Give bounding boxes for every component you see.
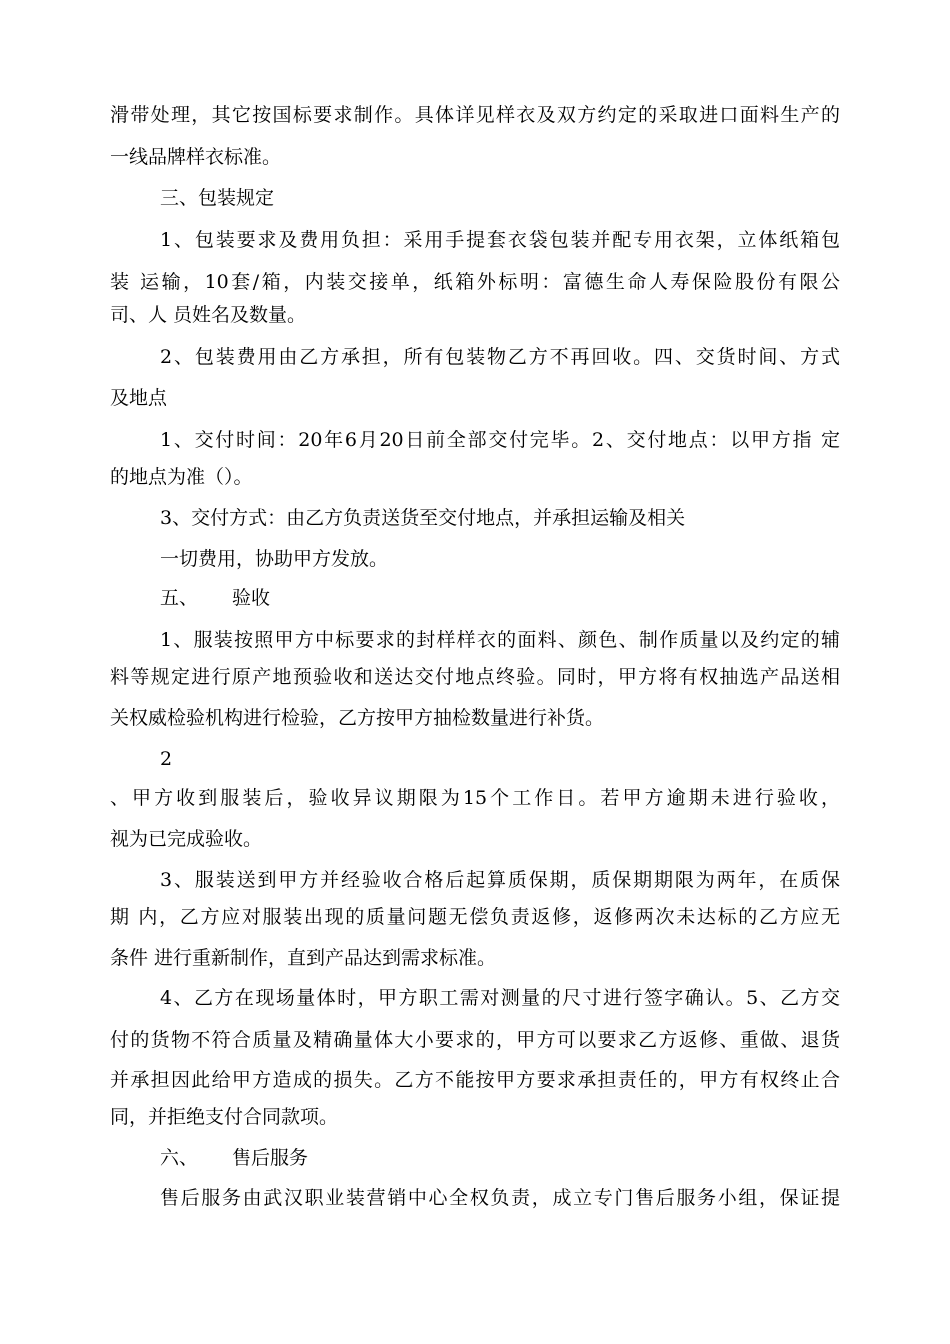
text-line: 1、交付时间：20年6月20日前全部交付完毕。2、交付地点：以甲方指 定 (160, 429, 840, 451)
text-line: 关权威检验机构进行检验，乙方按甲方抽检数量进行补货。 (110, 707, 605, 729)
text-line: 料等规定进行原产地预验收和送达交付地点终验。同时，甲方将有权抽选产品送相 (110, 666, 840, 688)
text-line: 并承担因此给甲方造成的损失。乙方不能按甲方要求承担责任的，甲方有权终止合 (110, 1069, 840, 1091)
section-heading-title: 售后服务 (232, 1147, 309, 1169)
text-line: 1、包装要求及费用负担：采用手提套衣袋包装并配专用衣架，立体纸箱包 (160, 229, 840, 251)
text-line: 一切费用，协助甲方发放。 (160, 548, 389, 570)
text-line: 的地点为准（）。 (110, 466, 253, 488)
text-line: 期 内，乙方应对服装出现的质量问题无偿负责返修，返修两次未达标的乙方应无 (110, 906, 840, 928)
section-heading-number: 五、 (160, 587, 199, 609)
section-heading: 三、包装规定 (160, 187, 275, 209)
text-line: 售后服务由武汉职业装营销中心全权负责，成立专门售后服务小组，保证提 (160, 1187, 840, 1209)
text-line: 4、乙方在现场量体时，甲方职工需对测量的尺寸进行签字确认。5、乙方交 (160, 987, 840, 1009)
text-line: 及地点 (110, 387, 168, 409)
text-line: 2 (160, 748, 173, 770)
text-line: 1、服装按照甲方中标要求的封样样衣的面料、颜色、制作质量以及约定的辅 (160, 629, 840, 651)
text-line: 3、交付方式：由乙方负责送货至交付地点，并承担运输及相关 (160, 507, 686, 529)
text-line: 同，并拒绝支付合同款项。 (110, 1106, 339, 1128)
text-line: 装 运输，10套/箱，内装交接单，纸箱外标明：富德生命人寿保险股份有限公 (110, 271, 840, 293)
text-line: 条件 进行重新制作，直到产品达到需求标准。 (110, 947, 497, 969)
text-line: 视为已完成验收。 (110, 828, 263, 850)
text-line: 一线品牌样衣标准。 (110, 146, 282, 168)
text-line: 2、包装费用由乙方承担，所有包装物乙方不再回收。四、交货时间、方式 (160, 346, 840, 368)
text-line: 付的货物不符合质量及精确量体大小要求的，甲方可以要求乙方返修、重做、退货 (110, 1029, 840, 1051)
section-heading-number: 六、 (160, 1147, 199, 1169)
text-line: 3、服装送到甲方并经验收合格后起算质保期，质保期期限为两年，在质保 (160, 869, 840, 891)
section-heading-title: 验收 (232, 587, 271, 609)
text-line: 司、人 员姓名及数量。 (110, 304, 307, 326)
text-line: 滑带处理，其它按国标要求制作。具体详见样衣及双方约定的采取进口面料生产的 (110, 104, 840, 126)
text-line: 、甲方收到服装后，验收异议期限为15个工作日。若甲方逾期未进行验收， (110, 787, 840, 809)
